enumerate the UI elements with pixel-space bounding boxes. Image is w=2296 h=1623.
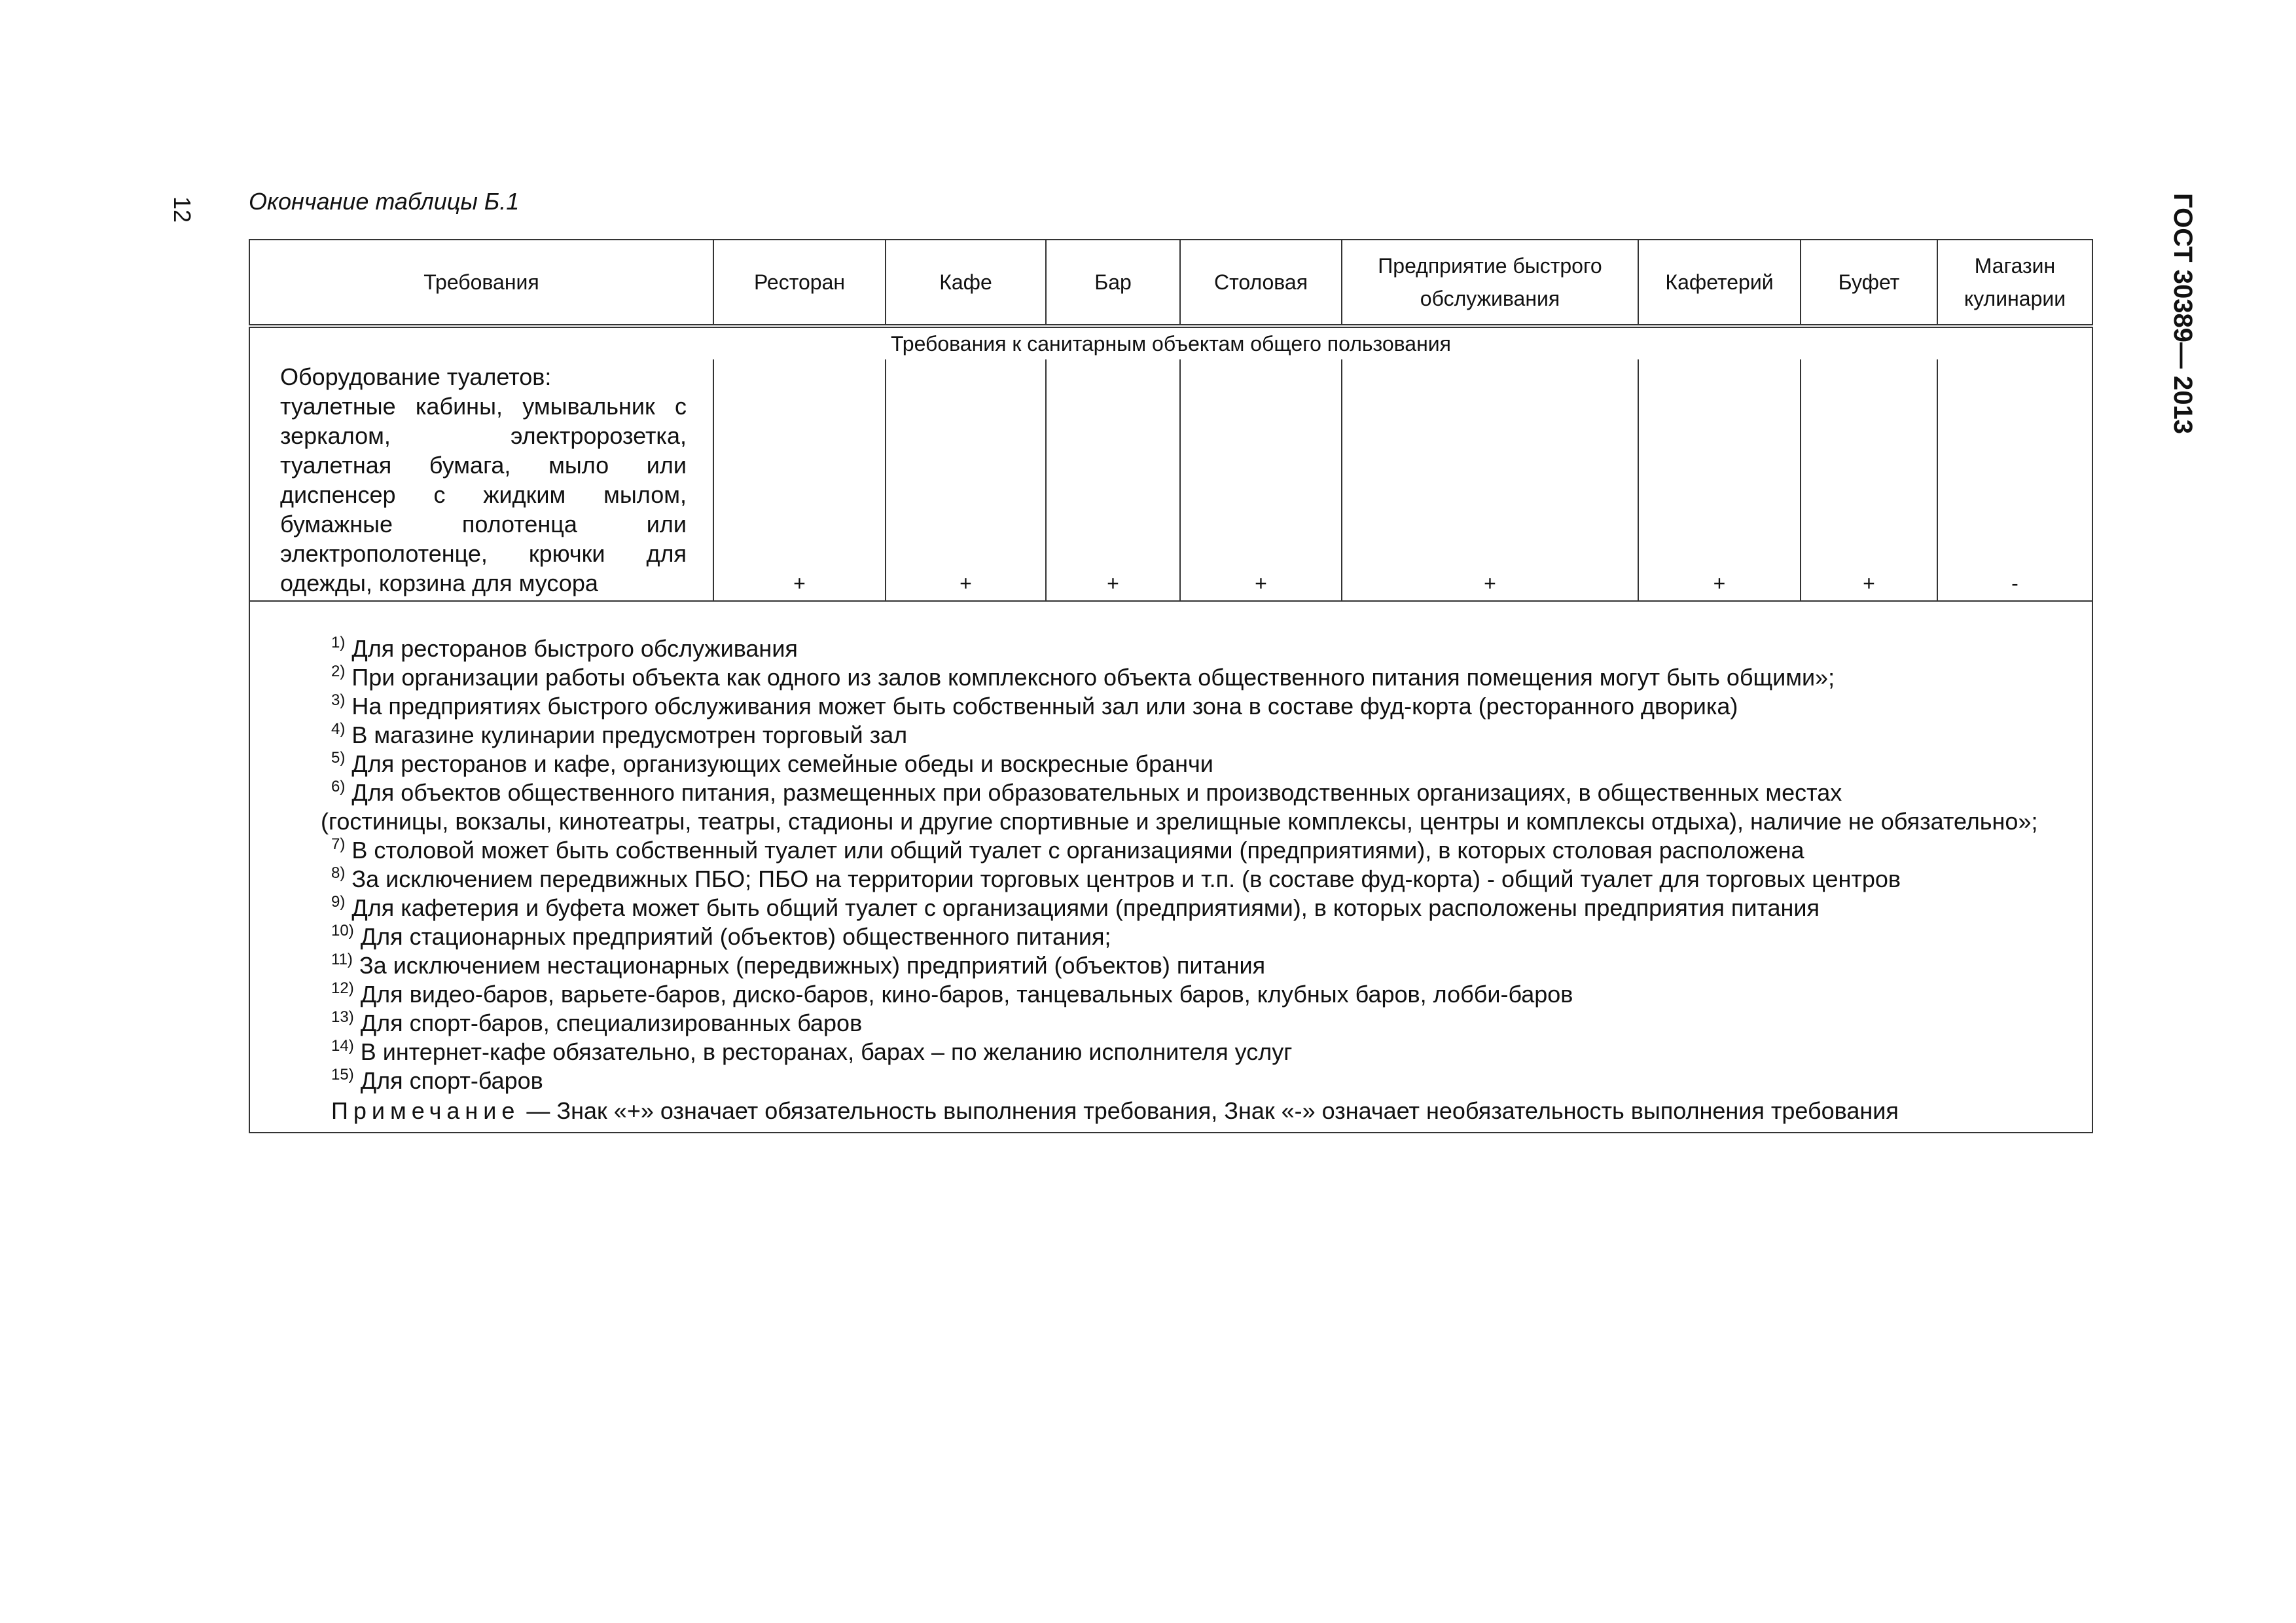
footnote-item <box>331 1009 2085 1038</box>
footnote-number: 6) <box>331 778 346 795</box>
column-header-requirements: Требования <box>249 240 713 326</box>
notes-row <box>249 601 2092 1133</box>
footnote-text: В столовой может быть собственный туалет или общий туалет с организациями (предприятиями), в которых столовая расположена <box>351 837 1804 864</box>
footnote-item <box>331 922 2085 951</box>
mark-canteen: + <box>1180 359 1342 601</box>
mark-bar: + <box>1046 359 1180 601</box>
column-header-cafe: Кафе <box>886 240 1046 326</box>
footnote-text: Для объектов общественного питания, размещенных при образовательных и производственных организациях, в общественных местах <box>351 779 1842 806</box>
footnote-item <box>331 634 2085 663</box>
column-header-fast-food: Предприятие быстрого обслуживания <box>1342 240 1638 326</box>
requirement-text: туалетные кабины, умывальник с зеркалом, электророзетка, туалетная бумага, мыло или диспенсер с жидким мылом, бумажные полотенца или электрополотенце, крючки для одежды, корзина для мусора <box>280 393 687 596</box>
column-header-cafeteria: Кафетерий <box>1638 240 1801 326</box>
column-header-bar: Бар <box>1046 240 1180 326</box>
mark-fast-food: + <box>1342 359 1638 601</box>
footnote-text: За исключением передвижных ПБО; ПБО на территории торговых центров и т.п. (в составе фуд-корта) - общий туалет для торговых центров <box>351 866 1901 892</box>
footnote-number: 9) <box>331 893 346 911</box>
mark-restaurant: + <box>713 359 886 601</box>
footnote-text: В интернет-кафе обязательно, в ресторанах, барах – по желанию исполнителя услуг <box>360 1038 1293 1065</box>
footnote-number: 5) <box>331 749 346 767</box>
mark-culinary-shop: - <box>1937 359 2092 601</box>
footnote-text: Для стационарных предприятий (объектов) общественного питания; <box>360 923 1111 950</box>
footnote-text: За исключением нестационарных (передвижных) предприятий (объектов) питания <box>359 952 1266 979</box>
footnote-text: На предприятиях быстрого обслуживания может быть собственный зал или зона в составе фуд-корта (ресторанного дворика) <box>351 693 1738 720</box>
note-text: — Знак «+» означает обязательность выполнения требования, Знак «-» означает необязательность выполнения требования <box>526 1097 1899 1124</box>
footnote-item <box>331 894 2085 922</box>
footnote-number: 15) <box>331 1066 354 1084</box>
footnote-number: 14) <box>331 1037 354 1055</box>
footnote-number: 2) <box>331 663 346 680</box>
column-header-buffet: Буфет <box>1801 240 1937 326</box>
footnote-number: 13) <box>331 1008 354 1026</box>
footnote-item <box>331 1067 2085 1095</box>
footnote-text: Для ресторанов и кафе, организующих семейные обеды и воскресные бранчи <box>351 750 1213 777</box>
gost-code: ГОСТ 30389— 2013 <box>2168 193 2197 435</box>
footnote-number: 12) <box>331 979 354 997</box>
footnote-number: 7) <box>331 835 346 853</box>
section-row <box>249 326 2092 359</box>
footnote-item <box>331 836 2085 865</box>
footnote-text-continued: (гостиницы, вокзалы, кинотеатры, театры, стадионы и другие спортивные и зрелищные комплексы, центры и комплексы отдыха), наличие не обязательно»; <box>321 808 2038 835</box>
footnotes-list <box>321 634 2085 1095</box>
mark-cafeteria: + <box>1638 359 1801 601</box>
footnote-number: 10) <box>331 922 354 939</box>
footnote-item <box>321 778 2085 836</box>
column-header-restaurant: Ресторан <box>713 240 886 326</box>
footnote-text: Для ресторанов быстрого обслуживания <box>351 635 798 662</box>
section-title: Требования к санитарным объектам общего пользования <box>249 326 2092 359</box>
column-header-culinary-shop: Магазин кулинарии <box>1937 240 2092 326</box>
footnote-item <box>331 721 2085 750</box>
requirement-title: Оборудование туалетов: <box>280 363 552 390</box>
footnote-text: Для видео-баров, варьете-баров, диско-баров, кино-баров, танцевальных баров, клубных баров, лобби-баров <box>360 981 1573 1008</box>
footnote-number: 1) <box>331 634 346 651</box>
footnote-number: 8) <box>331 864 346 882</box>
table-header-row <box>249 240 2092 326</box>
footnote-text: Для спорт-баров, специализированных баров <box>360 1010 863 1036</box>
mark-cafe: + <box>886 359 1046 601</box>
footnote-item <box>331 865 2085 894</box>
note-label: Примечание <box>331 1097 520 1124</box>
footnote-number: 4) <box>331 720 346 738</box>
requirements-table <box>249 239 2093 1133</box>
requirement-cell <box>249 359 713 601</box>
column-header-canteen: Столовая <box>1180 240 1342 326</box>
footnote-text: В магазине кулинарии предусмотрен торговый зал <box>351 721 908 748</box>
note <box>331 1095 2085 1127</box>
mark-buffet: + <box>1801 359 1937 601</box>
footnote-text: Для кафетерия и буфета может быть общий туалет с организациями (предприятиями), в которых расположены предприятия питания <box>351 894 1820 921</box>
footnote-number: 11) <box>331 951 353 968</box>
page-number: 12 <box>169 196 196 223</box>
footnote-item <box>331 980 2085 1009</box>
footnote-number: 3) <box>331 691 346 709</box>
table-caption: Окончание таблицы Б.1 <box>249 188 520 215</box>
footnote-item <box>331 750 2085 778</box>
footnote-text: При организации работы объекта как одного из залов комплексного объекта общественного питания помещения могут быть общими»; <box>351 664 1835 691</box>
footnote-text: Для спорт-баров <box>360 1067 543 1094</box>
footnote-item <box>331 663 2085 692</box>
footnote-item <box>331 1038 2085 1067</box>
notes-cell <box>249 601 2092 1133</box>
table-row <box>249 359 2092 601</box>
footnote-item <box>331 692 2085 721</box>
footnote-item <box>331 951 2085 980</box>
